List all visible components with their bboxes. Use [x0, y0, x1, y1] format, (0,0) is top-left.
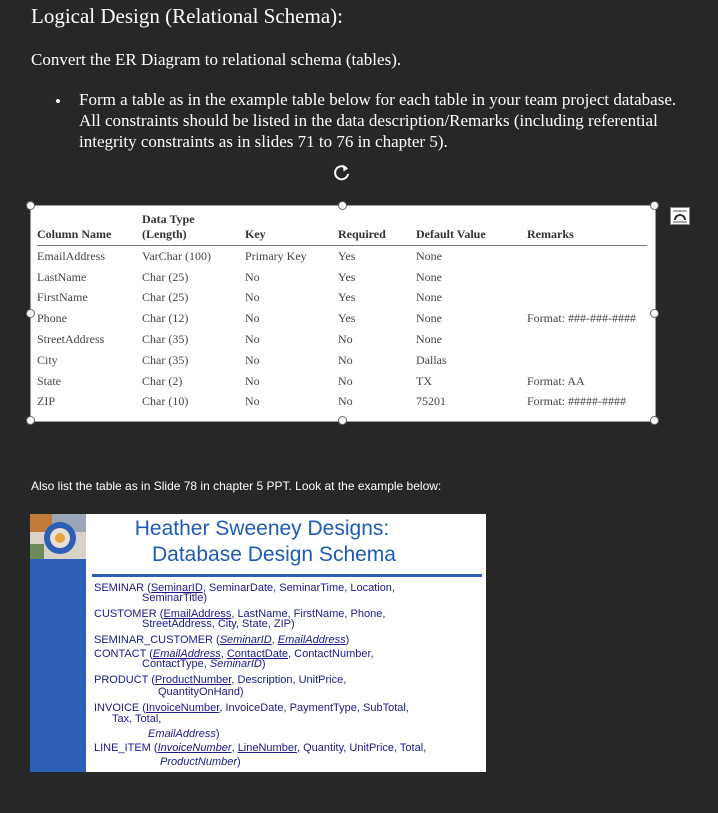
table-cell: Yes	[338, 269, 356, 284]
invoice-relation-cont: Tax, Total,	[112, 713, 162, 725]
resize-handle[interactable]	[338, 416, 347, 425]
table-cell: Char (12)	[142, 311, 189, 326]
table-cell	[527, 350, 647, 371]
table-cell: No	[338, 394, 353, 409]
table-row	[37, 392, 647, 413]
resize-handle[interactable]	[338, 201, 347, 210]
table-cell: Char (10)	[142, 394, 189, 409]
table-cell: Yes	[338, 290, 356, 305]
invoice-relation: INVOICE (InvoiceNumber, InvoiceDate, PaymentType, SubTotal,	[94, 702, 409, 714]
slide-side-bar	[30, 559, 86, 772]
product-relation-cont: QuantityOnHand)	[158, 686, 244, 698]
table-cell: Char (2)	[142, 373, 183, 388]
line-item-relation-fk: ProductNumber)	[160, 756, 241, 768]
table-cell: No	[245, 311, 260, 326]
page-title: Logical Design (Relational Schema):	[31, 4, 343, 28]
table-cell: No	[245, 352, 260, 367]
table-cell: None	[416, 332, 442, 347]
resize-handle[interactable]	[650, 201, 659, 210]
resize-handle[interactable]	[650, 309, 659, 318]
table-cell: Char (35)	[142, 332, 189, 347]
resize-handle[interactable]	[650, 416, 659, 425]
table-row	[37, 288, 647, 309]
seminar-customer-relation: SEMINAR_CUSTOMER (SeminarID, EmailAddress)	[94, 634, 350, 646]
column-spec-table	[37, 212, 647, 412]
resize-handle[interactable]	[26, 201, 35, 210]
table-cell: Yes	[338, 248, 356, 263]
table-cell: EmailAddress	[37, 248, 105, 263]
table-cell: Format: #####-####	[527, 394, 626, 409]
table-cell: No	[338, 332, 353, 347]
table-cell: ZIP	[37, 394, 55, 409]
table-cell	[527, 246, 647, 267]
table-cell: LastName	[37, 269, 87, 284]
table-cell: None	[416, 269, 442, 284]
table-cell: Yes	[338, 311, 356, 326]
invoice-relation-fk: EmailAddress)	[148, 728, 220, 740]
layout-options-icon[interactable]	[670, 207, 690, 225]
table-row	[37, 267, 647, 288]
table-cell	[527, 288, 647, 309]
table-row	[37, 350, 647, 371]
table-cell: Primary Key	[245, 248, 307, 263]
seminar-relation-cont: SeminarTitle)	[142, 592, 207, 604]
contact-relation: CONTACT (EmailAddress, ContactDate, ContactNumber,	[94, 648, 374, 660]
seminar-relation: SEMINAR (SeminarID, SeminarDate, SeminarTime, Location,	[94, 582, 395, 594]
bullet-marker: •	[55, 92, 61, 111]
table-row	[37, 329, 647, 350]
table-cell: Dallas	[416, 352, 447, 367]
contact-relation-cont: ContactType, SeminarID)	[142, 658, 266, 670]
schema-title: Heather Sweeney Designs:	[134, 517, 390, 540]
product-relation: PRODUCT (ProductNumber, Description, UnitPrice,	[94, 674, 347, 686]
line-item-relation: LINE_ITEM (InvoiceNumber, LineNumber, Quantity, UnitPrice, Total,	[94, 742, 427, 754]
table-cell: None	[416, 248, 442, 263]
table-cell: Format: AA	[527, 373, 585, 388]
instruction-text: Convert the ER Diagram to relational schema (tables).	[31, 50, 402, 69]
table-cell: Char (25)	[142, 290, 189, 305]
table-cell: No	[338, 373, 353, 388]
logo-icon	[30, 514, 86, 559]
example-table-image[interactable]	[30, 205, 656, 422]
table-cell: No	[338, 352, 353, 367]
table-header: Column Name	[37, 212, 142, 246]
table-row	[37, 371, 647, 392]
table-cell: No	[245, 269, 260, 284]
bullet-paragraph: Form a table as in the example table below for each table in your team project database. All constraints should be listed in the data description/Remarks (including referential integrity constraints as in slides 71 to 76 in chapter 5).	[79, 90, 677, 151]
also-list-text: Also list the table as in Slide 78 in chapter 5 PPT. Look at the example below:	[31, 479, 442, 493]
title-divider	[92, 574, 482, 577]
table-cell: Phone	[37, 311, 67, 326]
table-cell: None	[416, 290, 442, 305]
customer-relation-cont: StreetAddress, City, State, ZIP)	[142, 618, 295, 630]
table-cell: State	[37, 373, 61, 388]
table-cell: No	[245, 373, 260, 388]
table-cell: No	[245, 394, 260, 409]
table-cell: Char (35)	[142, 352, 189, 367]
table-cell: StreetAddress	[37, 332, 105, 347]
table-cell: VarChar (100)	[142, 248, 211, 263]
table-header: Default Value	[416, 212, 527, 246]
table-row	[37, 246, 647, 267]
resize-handle[interactable]	[26, 416, 35, 425]
customer-relation: CUSTOMER (EmailAddress, LastName, FirstName, Phone,	[94, 608, 386, 620]
table-header: Data Type (Length)	[142, 212, 245, 246]
table-cell: FirstName	[37, 290, 88, 305]
table-cell: No	[245, 332, 260, 347]
table-cell: TX	[416, 373, 432, 388]
rotate-handle-icon[interactable]	[331, 162, 353, 184]
table-header: Required	[338, 212, 416, 246]
table-cell: 75201	[416, 394, 446, 409]
table-cell: Char (25)	[142, 269, 189, 284]
table-cell	[527, 329, 647, 350]
schema-subtitle: Database Design Schema	[152, 543, 396, 566]
resize-handle[interactable]	[26, 309, 35, 318]
table-cell: No	[245, 290, 260, 305]
table-header: Key	[245, 212, 338, 246]
table-cell: City	[37, 352, 58, 367]
table-cell: Format: ###-###-####	[527, 311, 636, 326]
table-row	[37, 308, 647, 329]
schema-slide-image[interactable]	[30, 514, 486, 772]
table-cell	[527, 267, 647, 288]
table-cell: None	[416, 311, 442, 326]
table-header: Remarks	[527, 212, 647, 246]
